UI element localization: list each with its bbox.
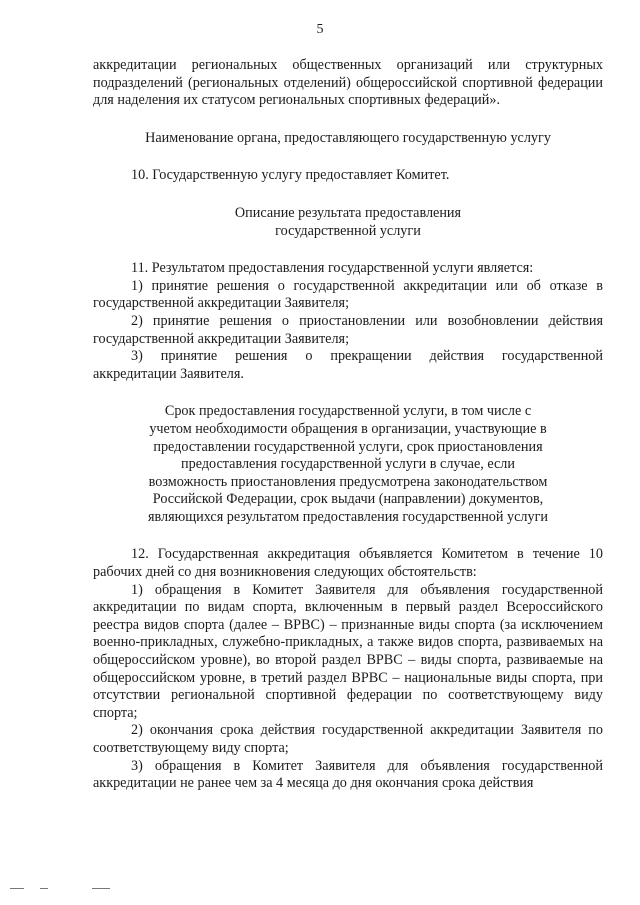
paragraph-12-item-1: 1) обращения в Комитет Заявителя для объявления государственной аккредитации по видам спорта, включенным в первый раздел Всероссийского реестра видов спорта (далее – ВРВС) – признанные виды спорта (за исключением военно-прикладных, служебно-прикладных, а также видов спорта, развиваемых на общероссийском уровне), во второй раздел ВРВС – виды спорта, развиваемые на общероссийском уровне, в третий раздел ВРВС – национальные виды спорта, при отсутствии региональной спортивной федерации по соответствующему виду спорта; [93,581,603,721]
scan-artifact [40,888,48,889]
paragraph-10: 10. Государственную услугу предоставляет Комитет. [131,167,450,184]
page-number: 5 [316,22,324,37]
opening-paragraph: аккредитации региональных общественных организаций или структурных подразделений (региональных отделений) общероссийской спортивной федерации для наделения их статусом региональных спортивных федераций». [93,57,603,109]
section-heading-result-line-1: Описание результата предоставления [234,204,462,221]
section-heading-authority: Наименование органа, предоставляющего государственную услугу [145,129,551,146]
paragraph-12: 12. Государственная аккредитация объявляется Комитетом в течение 10 рабочих дней со дня возникновения следующих обстоятельств: [93,546,603,581]
paragraph-12-item-3: 3) обращения в Комитет Заявителя для объявления государственной аккредитации не ранее чем за 4 месяца до дня окончания срока действия [93,757,603,792]
section-heading-terms: Срок предоставления государственной услуги, в том числе с учетом необходимости обращения в организации, участвующие в предоставлении государственной услуги, срок приостановления предоставления государственной услуги в случае, если возможность приостановления предусмотрена законодательством Российской Федерации, срок выдачи (направлении) документов, являющихся результатом предоставления государственной услуги [147,403,549,525]
paragraph-11-item-3: 3) принятие решения о прекращении действия государственной аккредитации Заявителя. [93,348,603,382]
document-body [93,57,603,793]
paragraph-11-item-1: 1) принятие решения о государственной аккредитации или об отказе в государственной аккредитации Заявителя; [93,277,603,312]
scan-artifact [92,888,110,889]
paragraph-11: 11. Результатом предоставления государственной услуги является: [131,260,534,277]
paragraph-11-item-2: 2) принятие решения о приостановлении или возобновлении действия государственной аккредитации Заявителя; [93,312,603,347]
scan-artifact [10,888,24,889]
paragraph-12-item-2: 2) окончания срока действия государственной аккредитации Заявителя по соответствующему виду спорта; [93,722,603,756]
section-heading-result-line-2: государственной услуги [275,222,421,239]
